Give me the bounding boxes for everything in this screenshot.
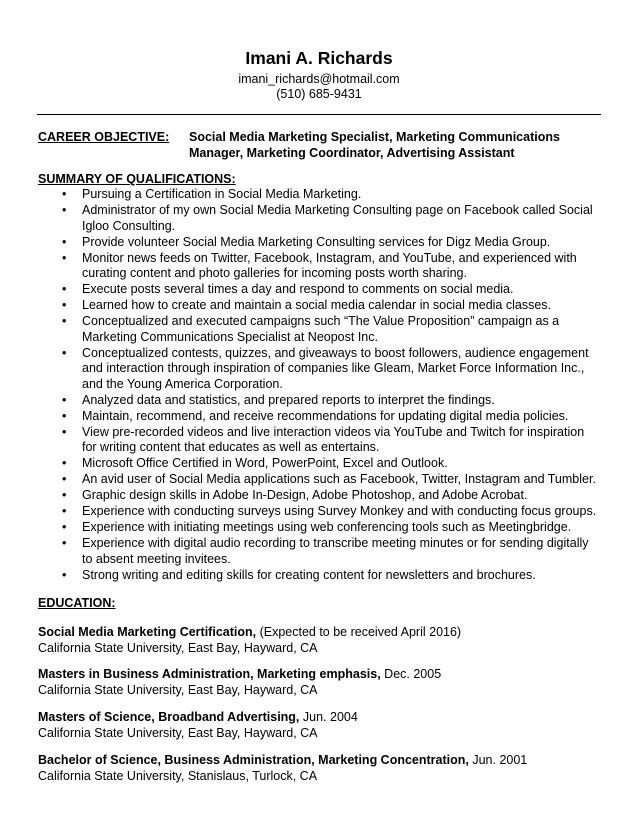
qualification-text: An avid user of Social Media applications such as Facebook, Twitter, Instagram and Tumbler. <box>82 472 596 486</box>
qualification-item <box>62 472 602 488</box>
qualification-item <box>62 203 602 234</box>
bullet-icon: • <box>62 488 67 502</box>
education-entry <box>38 667 598 698</box>
degree-title: Masters of Science, Broadband Advertising, <box>38 710 300 724</box>
bullet-icon: • <box>62 408 67 423</box>
qualification-text: Learned how to create and maintain a social media calendar in social media classes. <box>82 298 552 312</box>
qualification-item <box>62 282 602 298</box>
qualification-text: Administrator of my own Social Media Marketing Consulting page on Facebook called Social Igloo Consulting. <box>82 203 593 233</box>
qualification-text: Analyzed data and statistics, and prepared reports to interpret the findings. <box>82 392 495 407</box>
bullet-icon: • <box>62 456 67 470</box>
qualification-item <box>62 393 602 409</box>
bullet-icon: • <box>62 298 67 312</box>
bullet-icon: • <box>62 536 67 550</box>
objective-text: Social Media Marketing Specialist, Marketing Communications Manager, Marketing Coordinator, Advertising Assistant <box>189 130 560 160</box>
qualification-text: Strong writing and editing skills for creating content for newsletters and brochures. <box>82 567 536 582</box>
qualification-item <box>62 235 602 251</box>
qualification-text: Microsoft Office Certified in Word, PowerPoint, Excel and Outlook. <box>82 456 448 470</box>
school-name: California State University, East Bay, Hayward, CA <box>38 725 318 740</box>
school-name: California State University, Stanislaus, Turlock, CA <box>38 768 318 783</box>
candidate-name: Imani A. Richards <box>245 48 393 68</box>
qualification-text: Graphic design skills in Adobe In-Design, Adobe Photoshop, and Adobe Acrobat. <box>82 488 528 502</box>
qualifications-list <box>62 187 602 584</box>
bullet-icon: • <box>62 345 67 360</box>
education-heading: EDUCATION: <box>38 596 116 610</box>
qualification-item <box>62 568 602 584</box>
bullet-icon: • <box>62 187 67 201</box>
qualification-item <box>62 520 602 536</box>
bullet-icon: • <box>62 567 67 582</box>
qualification-item <box>62 456 602 472</box>
qualification-item <box>62 425 602 456</box>
qualification-text: Pursuing a Certification in Social Media Marketing. <box>82 187 362 201</box>
qualification-text: Maintain, recommend, and receive recommendations for updating digital media policies. <box>82 408 569 423</box>
qualification-item <box>62 298 602 314</box>
qualification-item <box>62 346 602 393</box>
degree-detail: Dec. 2005 <box>380 667 442 681</box>
qualification-text: View pre-recorded videos and live interaction videos via YouTube and Twitch for inspiration for writing content that educates as well as entertains. <box>82 424 585 454</box>
bullet-icon: • <box>62 520 67 534</box>
qualification-text: Experience with initiating meetings using web conferencing tools such as Meetingbridge. <box>82 520 572 534</box>
degree-detail: (Expected to be received April 2016) <box>256 625 462 639</box>
bullet-icon: • <box>62 392 67 407</box>
summary-heading: SUMMARY OF QUALIFICATIONS: <box>38 172 236 186</box>
degree-title: Social Media Marketing Certification, <box>38 625 257 639</box>
qualification-item <box>62 504 602 520</box>
bullet-icon: • <box>62 472 67 486</box>
bullet-icon: • <box>62 203 67 217</box>
qualification-item <box>62 488 602 504</box>
qualification-item <box>62 536 602 567</box>
degree-detail: Jun. 2004 <box>299 710 358 724</box>
candidate-email: imani_richards@hotmail.com <box>238 72 400 86</box>
header-divider <box>37 114 601 115</box>
qualification-text: Monitor news feeds on Twitter, Facebook, Instagram, and YouTube, and experienced with curating content and photo galleries for incoming posts worth sharing. <box>82 250 577 280</box>
degree-title: Bachelor of Science, Business Administration, Marketing Concentration, <box>38 753 469 767</box>
degree-detail: Jun. 2001 <box>468 753 528 767</box>
qualification-text: Experience with conducting surveys using Survey Monkey and with conducting focus groups. <box>82 504 597 518</box>
qualification-item <box>62 251 602 282</box>
bullet-icon: • <box>62 234 67 249</box>
candidate-phone: (510) 685-9431 <box>276 87 362 101</box>
bullet-icon: • <box>62 504 67 518</box>
bullet-icon: • <box>62 424 67 439</box>
school-name: California State University, East Bay, Hayward, CA <box>38 682 318 697</box>
bullet-icon: • <box>62 314 67 328</box>
school-name: California State University, East Bay, Hayward, CA <box>38 640 318 655</box>
qualification-text: Experience with digital audio recording to transcribe meeting minutes or for sending digitally to absent meeting invitees. <box>82 536 589 566</box>
qualification-text: Conceptualized and executed campaigns such “The Value Proposition” campaign as a Marketing Communications Specialist at Neopost Inc. <box>82 314 560 344</box>
degree-title: Masters in Business Administration, Marketing emphasis, <box>38 667 381 681</box>
qualification-text: Conceptualized contests, quizzes, and giveaways to boost followers, audience engagement and interaction through inspiration of companies like Gleam, Market Force Information Inc., and the Young America Corporation. <box>82 345 589 391</box>
education-entry <box>38 753 598 784</box>
objective-heading: CAREER OBJECTIVE: <box>38 130 170 144</box>
education-entry <box>38 625 598 656</box>
bullet-icon: • <box>62 250 67 265</box>
qualification-item <box>62 409 602 425</box>
education-entry <box>38 710 598 741</box>
qualification-text: Provide volunteer Social Media Marketing Consulting services for Digz Media Group. <box>82 234 551 249</box>
qualification-text: Execute posts several times a day and respond to comments on social media. <box>82 282 514 296</box>
qualification-item <box>62 314 602 345</box>
qualification-item <box>62 187 602 203</box>
bullet-icon: • <box>62 282 67 296</box>
